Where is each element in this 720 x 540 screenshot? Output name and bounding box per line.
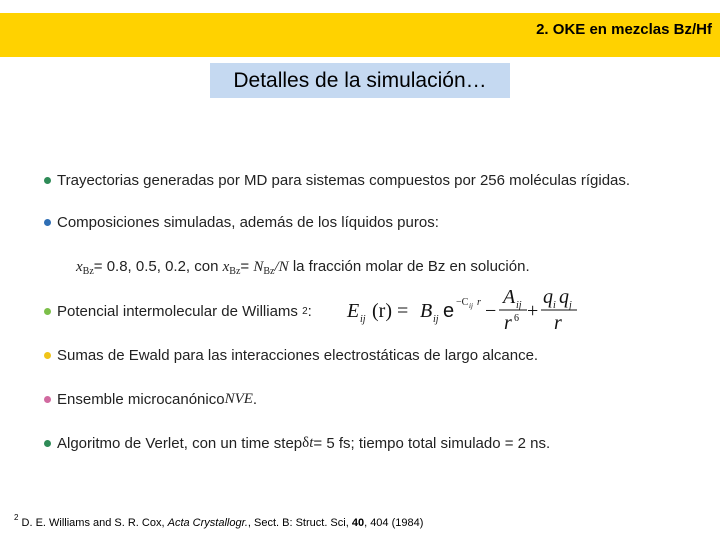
svg-text:ij: ij bbox=[360, 314, 366, 325]
svg-text:−: − bbox=[485, 300, 497, 322]
bullet-compositions bbox=[44, 214, 439, 231]
footnote-number: 2 bbox=[14, 513, 19, 522]
formula-lhs: E bbox=[347, 300, 360, 322]
composition-explanation: la fracción molar de Bz en solución. bbox=[288, 258, 530, 275]
bullet-text: Trayectorias generadas por MD para sistemas compuestos por 256 moléculas rígidas. bbox=[57, 172, 631, 189]
svg-text:+: + bbox=[527, 300, 539, 322]
delta-symbol: δ bbox=[302, 435, 310, 451]
svg-text:j: j bbox=[569, 300, 572, 311]
equals-sign: = bbox=[240, 258, 254, 275]
svg-text:ij: ij bbox=[516, 300, 522, 311]
t-variable: t bbox=[309, 435, 314, 451]
williams-potential-formula bbox=[345, 285, 585, 337]
bullet-ensemble: Ensemble microcanónico NVE . bbox=[44, 391, 257, 408]
bullet-dot-icon bbox=[44, 352, 51, 359]
bullet-dot-icon bbox=[44, 396, 51, 403]
bullet-verlet: Algoritmo de Verlet, con un time step δ t = 5 fs; tiempo total simulado = 2 ns. bbox=[44, 435, 550, 452]
bullet-text: Algoritmo de Verlet, con un time step bbox=[57, 435, 303, 452]
bullet-dot-icon bbox=[44, 440, 51, 447]
svg-text:ij: ij bbox=[433, 314, 439, 325]
footnote: $^2$ D. E. Williams and S. R. Cox, Acta Crystallogr., Sect. B: Struct. Sci, 40, 404 (1984) bbox=[14, 513, 424, 529]
svg-text:B: B bbox=[420, 300, 433, 322]
colon: : bbox=[307, 303, 312, 320]
bullet-williams-potential bbox=[44, 303, 312, 320]
bullet-trajectories bbox=[44, 172, 630, 189]
n-variable: N bbox=[253, 259, 264, 275]
journal-name: Acta Crystallogr. bbox=[167, 517, 248, 529]
n-subscript: Bz bbox=[263, 266, 275, 277]
x-variable: x bbox=[76, 259, 83, 275]
bullet-ewald-sums bbox=[44, 347, 538, 364]
svg-text:6: 6 bbox=[514, 313, 519, 324]
x-subscript: Bz bbox=[229, 266, 241, 277]
compositions-line bbox=[76, 258, 530, 277]
n-total: /N bbox=[274, 259, 289, 275]
svg-text:r: r bbox=[477, 297, 481, 308]
bullet-text: Sumas de Ewald para las interacciones electrostáticas de largo alcance. bbox=[57, 347, 539, 364]
bullet-dot-icon bbox=[44, 177, 51, 184]
svg-text:r: r bbox=[554, 312, 562, 334]
svg-text:ij: ij bbox=[469, 302, 473, 310]
bullet-dot-icon bbox=[44, 219, 51, 226]
svg-text:−C: −C bbox=[456, 297, 469, 308]
header-bar bbox=[0, 13, 720, 57]
page-header-title: 2. OKE en mezclas Bz/Hf bbox=[536, 21, 712, 38]
svg-text:q: q bbox=[559, 286, 569, 308]
svg-text:i: i bbox=[553, 300, 556, 311]
bullet-text: Ensemble microcanónico bbox=[57, 391, 225, 408]
composition-values: = 0.8, 0.5, 0.2, con bbox=[93, 258, 223, 275]
svg-text:e: e bbox=[443, 300, 455, 322]
journal-volume: 40 bbox=[351, 517, 365, 529]
svg-text:(r) =: (r) = bbox=[372, 300, 409, 322]
nve-italic: NVE bbox=[224, 391, 253, 407]
bullet-dot-icon bbox=[44, 308, 51, 315]
svg-text:q: q bbox=[543, 286, 553, 308]
x-variable: x bbox=[222, 259, 230, 275]
bullet-text: Composiciones simuladas, además de los líquidos puros: bbox=[57, 214, 439, 231]
svg-text:r: r bbox=[504, 312, 512, 334]
svg-text:A: A bbox=[503, 286, 516, 308]
section-title-box: Detalles de la simulación… bbox=[210, 63, 510, 98]
bullet-text: Potencial intermolecular de Williams bbox=[57, 303, 298, 320]
footnote-ref: 2 bbox=[302, 306, 308, 317]
x-subscript: Bz bbox=[82, 266, 94, 277]
